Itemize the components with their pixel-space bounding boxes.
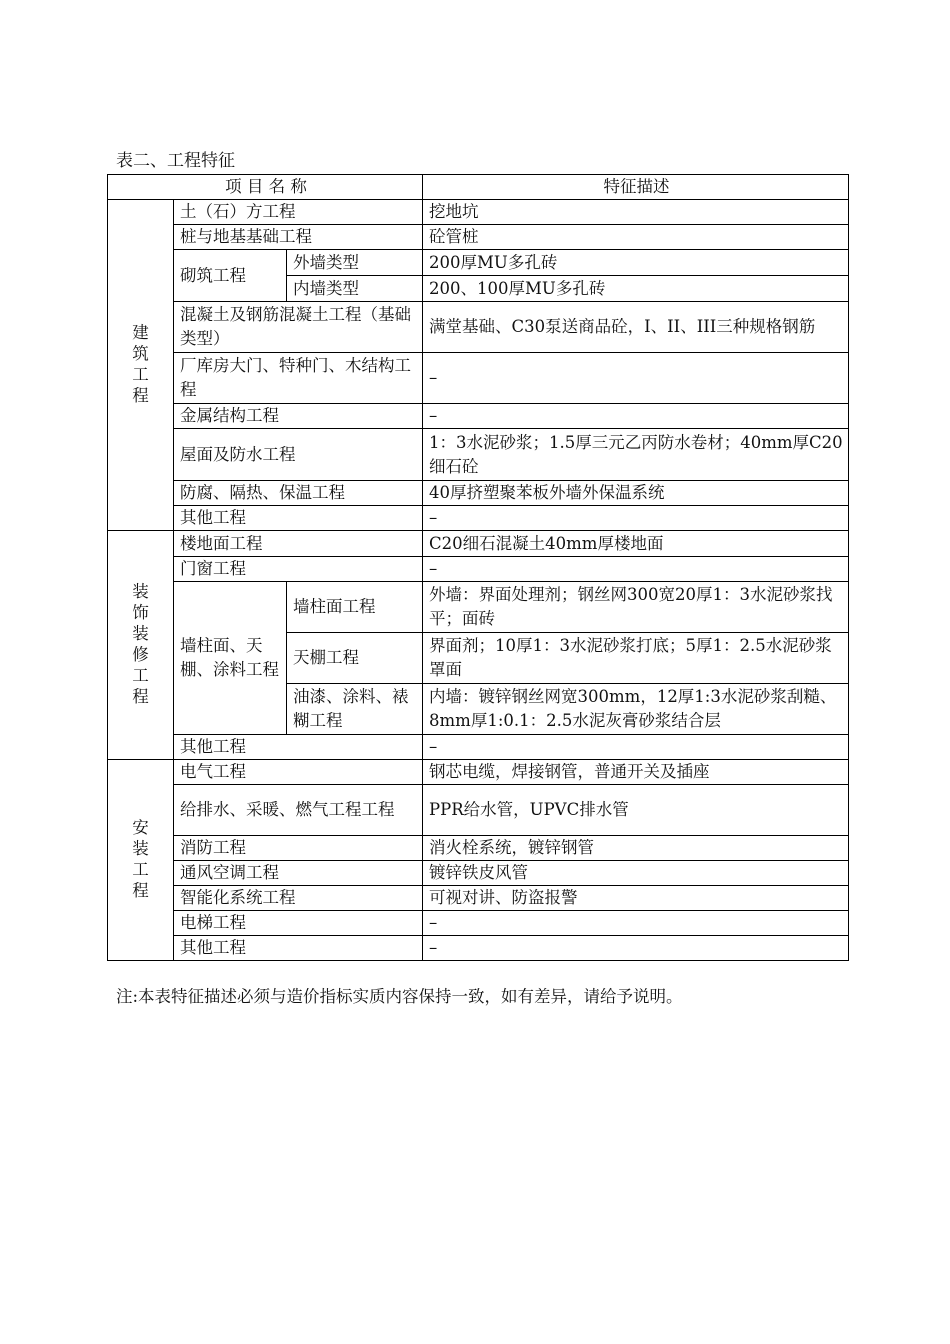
item-name: 砌筑工程 [174, 250, 287, 302]
table-row [108, 506, 849, 531]
table-row [108, 760, 849, 785]
item-desc: 镀锌铁皮风管 [423, 861, 849, 886]
item-name: 消防工程 [174, 836, 423, 861]
header-desc: 特征描述 [423, 175, 849, 200]
item-desc: 200、100厚MU多孔砖 [423, 276, 849, 302]
table-row [108, 404, 849, 429]
category-building-label: 建筑工程 [132, 323, 149, 405]
item-desc: – [423, 353, 849, 404]
item-desc: 1：3水泥砂浆；1.5厚三元乙丙防水卷材；40mm厚C20细石砼 [423, 429, 849, 481]
table-row [108, 582, 849, 633]
table-row [108, 250, 849, 276]
item-desc: 可视对讲、防盗报警 [423, 886, 849, 911]
item-desc: 砼管桩 [423, 225, 849, 250]
item-name: 门窗工程 [174, 557, 423, 582]
table-row [108, 531, 849, 557]
table-note: 注:本表特征描述必须与造价指标实质内容保持一致，如有差异，请给予说明。 [116, 987, 683, 1006]
item-desc: PPR给水管，UPVC排水管 [423, 785, 849, 836]
category-installation-label: 安装工程 [132, 818, 149, 900]
item-desc: 200厚MU多孔砖 [423, 250, 849, 276]
table-row [108, 557, 849, 582]
item-name: 土（石）方工程 [174, 200, 423, 225]
item-desc: – [423, 936, 849, 961]
category-decoration [108, 531, 174, 760]
item-name: 其他工程 [174, 506, 423, 531]
item-name: 屋面及防水工程 [174, 429, 423, 481]
subitem-name: 内墙类型 [287, 276, 423, 302]
item-desc: – [423, 557, 849, 582]
table-row [108, 429, 849, 481]
item-name: 防腐、隔热、保温工程 [174, 481, 423, 506]
table-row [108, 861, 849, 886]
item-desc: 内墙：镀锌钢丝网宽300mm，12厚1:3水泥砂浆刮糙、8mm厚1:0.1：2.5水泥灰膏砂浆结合层 [423, 684, 849, 735]
item-name: 混凝土及钢筋混凝土工程（基础类型） [174, 302, 423, 353]
subitem-name: 天棚工程 [287, 633, 423, 684]
table-row [108, 785, 849, 836]
item-name: 桩与地基基础工程 [174, 225, 423, 250]
item-desc: C20细石混凝土40mm厚楼地面 [423, 531, 849, 557]
item-desc: 钢芯电缆，焊接钢管，普通开关及插座 [423, 760, 849, 785]
subitem-name: 墙柱面工程 [287, 582, 423, 633]
table-row [108, 836, 849, 861]
item-name: 通风空调工程 [174, 861, 423, 886]
item-name: 智能化系统工程 [174, 886, 423, 911]
item-desc: – [423, 911, 849, 936]
item-desc: – [423, 404, 849, 429]
table-row [108, 353, 849, 404]
category-installation [108, 760, 174, 961]
category-decoration-label: 装饰装修工程 [132, 582, 149, 706]
item-desc: 消火栓系统，镀锌钢管 [423, 836, 849, 861]
table-row [108, 911, 849, 936]
item-name: 其他工程 [174, 936, 423, 961]
item-name: 电梯工程 [174, 911, 423, 936]
item-desc: – [423, 506, 849, 531]
item-desc: – [423, 735, 849, 760]
item-desc: 界面剂；10厚1：3水泥砂浆打底；5厚1：2.5水泥砂浆罩面 [423, 633, 849, 684]
item-desc: 外墙：界面处理剂；钢丝网300宽20厚1：3水泥砂浆找平；面砖 [423, 582, 849, 633]
table-row [108, 225, 849, 250]
table-row [108, 200, 849, 225]
item-name: 楼地面工程 [174, 531, 423, 557]
item-desc: 满堂基础、C30泵送商品砼，I、II、III三种规格钢筋 [423, 302, 849, 353]
subitem-name: 外墙类型 [287, 250, 423, 276]
table-row [108, 481, 849, 506]
table-row [108, 735, 849, 760]
table-row [108, 936, 849, 961]
item-name: 电气工程 [174, 760, 423, 785]
category-building [108, 200, 174, 531]
table-caption: 表二、工程特征 [116, 151, 235, 171]
header-row [108, 175, 849, 200]
table-row [108, 302, 849, 353]
item-name: 厂库房大门、特种门、木结构工程 [174, 353, 423, 404]
header-name: 项 目 名 称 [108, 175, 423, 200]
item-name: 给排水、采暖、燃气工程工程 [174, 785, 423, 836]
item-desc: 挖地坑 [423, 200, 849, 225]
engineering-features-table [107, 174, 849, 961]
item-name: 金属结构工程 [174, 404, 423, 429]
subitem-name: 油漆、涂料、裱糊工程 [287, 684, 423, 735]
item-name: 墙柱面、天棚、涂料工程 [174, 582, 287, 735]
item-name: 其他工程 [174, 735, 423, 760]
item-desc: 40厚挤塑聚苯板外墙外保温系统 [423, 481, 849, 506]
table-row [108, 886, 849, 911]
